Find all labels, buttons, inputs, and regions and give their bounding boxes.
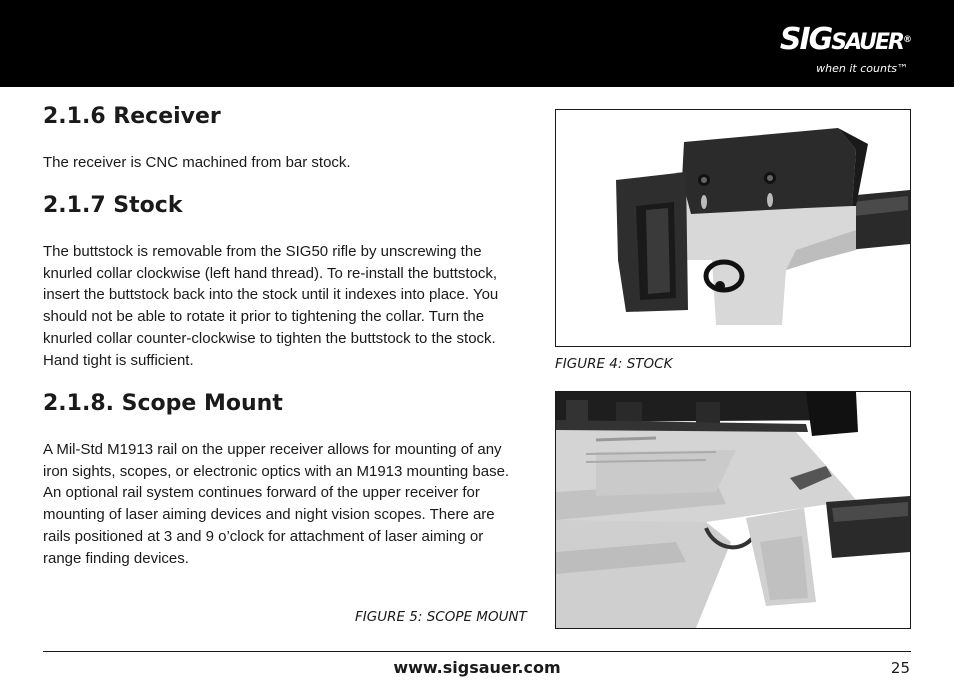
scope-mount-line: A Mil-Std M1913 rail on the upper receiver allows for mounting of any [43,441,502,458]
scope-mount-photo-illustration [556,392,910,628]
heading-receiver: 2.1.6 Receiver [43,104,221,129]
stock-photo-illustration [556,110,910,346]
receiver-paragraph: The receiver is CNC machined from bar stock. [43,154,351,171]
logo-sauer: SAUER [831,30,903,55]
heading-scope-mount: 2.1.8. Scope Mount [43,391,283,416]
figure-stock-caption: FIGURE 4: STOCK [555,356,673,372]
stock-line: Hand tight is sufficient. [43,351,194,369]
page-number: 25 [890,659,910,677]
scope-mount-line: mounting of laser aiming devices and night vision scopes. There are [43,506,495,524]
scope-mount-line: rails positioned at 3 and 9 o’clock for attachment of laser aiming or [43,527,484,545]
stock-line: The buttstock is removable from the SIG50 rifle by unscrewing the [43,243,482,260]
sig-sauer-logo [772,20,912,76]
logo-sig: SIG [779,22,832,57]
stock-paragraph [43,241,538,371]
heading-stock: 2.1.7 Stock [43,193,183,218]
logo-registered-mark: ® [903,35,912,45]
logo-tagline: when it counts™ [816,62,908,75]
scope-mount-line: range finding devices. [43,549,189,567]
figure-scope-mount-image [555,391,911,629]
figure-scope-mount-caption: FIGURE 5: SCOPE MOUNT [355,609,527,625]
scope-mount-line: An optional rail system continues forward of the upper receiver for [43,484,480,502]
footer-website-link[interactable]: www.sigsauer.com [393,658,561,677]
footer-divider [43,651,911,652]
scope-mount-line: iron sights, scopes, or electronic optics with an M1913 mounting base. [43,462,510,480]
stock-line: knurled collar counter-clockwise to tighten the buttstock to the stock. [43,329,496,347]
scope-mount-paragraph [43,439,538,569]
stock-line: insert the buttstock back into the stock until it indexes into place. You [43,286,499,304]
logo-wordmark [780,20,912,63]
page-header [0,0,954,87]
stock-line: should not be able to rotate it prior to tightening the collar. Turn the [43,308,485,326]
stock-line: knurled collar clockwise (left hand thread). To re-install the buttstock, [43,264,498,282]
figure-stock-image [555,109,911,347]
